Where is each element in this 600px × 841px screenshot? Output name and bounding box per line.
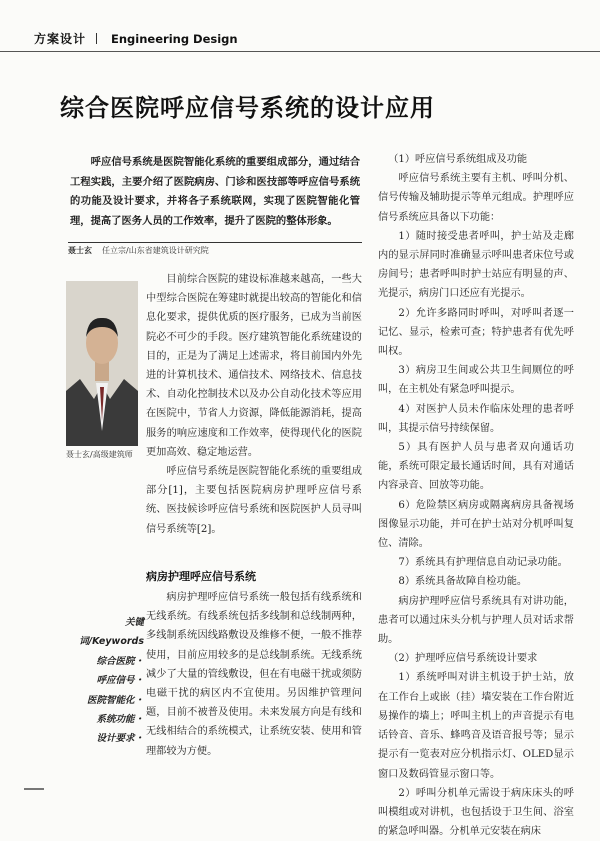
right-paragraph: 1）随时接受患者呼叫，护士站及走廊内的显示屏同时准确显示呼叫患者床位号或房间号；患者呼叫时护士站应有明显的声、光提示，病房门口还应有光提示。 — [378, 230, 574, 300]
keyword-item: 呼应信号・ — [96, 675, 144, 687]
author-line — [68, 245, 209, 256]
right-paragraph: 2）允许多路同时呼叫，对呼叫者逐一记忆、显示，检索可查；特护患者有优先呼叫权。 — [378, 307, 574, 358]
keywords-title: 关键词/Keywords — [79, 617, 144, 648]
keyword-item: 系统功能・ — [96, 714, 144, 726]
author-portrait-image — [66, 281, 138, 446]
section-separator — [96, 33, 97, 44]
right-paragraph: 呼应信号系统主要有主机、呼叫分机、信号传输及辅助提示等单元组成。护理呼应信号系统应具备以下功能： — [378, 173, 574, 223]
abstract — [70, 153, 360, 231]
header-rule — [0, 51, 600, 52]
keyword-item: 医院智能化・ — [86, 694, 144, 706]
intro-text — [146, 270, 362, 539]
section-paragraph: 病房护理呼应信号系统一般包括有线系统和无线系统。有线系统包括多线制和总线制两种，多线制系统因线路敷设及维修不便，一般不推荐使用，目前应用较多的是总线制系统。无线系统减少了大量的管线敷设，但在有电磁干扰或须防电磁干扰的病区内不宜使用。另因维护管理问题，目前不被普及使用。未来发展方向是有线和无线相结合的系统模式，让系统安装、使用和管理都较为方便。 — [146, 592, 362, 757]
section-heading: 病房护理呼应信号系统 — [146, 570, 256, 583]
section-text — [146, 588, 362, 761]
right-paragraph: 3）病房卫生间或公共卫生间厕位的呼叫，在主机处有紧急呼叫提示。 — [378, 365, 574, 396]
subsection-heading: （1）呼应信号系统组成及功能 — [388, 154, 528, 165]
article-title: 综合医院呼应信号系统的设计应用 — [60, 93, 435, 122]
right-paragraph: 5）具有医护人员与患者双向通话功能，系统可限定最长通话时间，具有对通话内容录音、回放等功能。 — [378, 442, 574, 492]
right-paragraph: 1）系统呼叫对讲主机设于护士站，放在工作台上或嵌（挂）墙安装在工作台附近易操作的墙上；呼叫主机上的声音提示有电话铃音、音乐、蜂鸣音及语音报号等；显示提示有一览表对应分机指示灯、OLED显示窗口及数码管显示窗口等。 — [378, 672, 574, 780]
page-corner-mark — [24, 788, 44, 790]
right-paragraph: 6）危险禁区病房或隔离病房具备视场图像显示功能，并可在护士站对分机呼叫复位、清除。 — [378, 499, 574, 550]
abstract-rule — [68, 242, 362, 243]
keywords-box — [70, 613, 144, 749]
abstract-text: 呼应信号系统是医院智能化系统的重要组成部分，通过结合工程实践，主要介绍了医院病房、门诊和医技部等呼应信号系统的功能及设计要求，并将各子系统联网，实现了医院智能化管理，提高了医务人员的工作效率，提升了医院的整体形象。 — [70, 156, 360, 227]
intro-paragraph: 呼应信号系统是医院智能化系统的重要组成部分[1]，主要包括医院病房护理呼应信号系统、医技候诊呼应信号系统和医院医护人员寻叫信号系统等[2]。 — [146, 466, 362, 535]
author-name: 聂士玄 — [68, 246, 92, 255]
photo-caption: 聂士玄/高级建筑师 — [66, 450, 133, 459]
section-label-cn: 方案设计 — [34, 32, 87, 46]
section-label — [34, 30, 238, 47]
right-paragraph: 8）系统具备故障自检功能。 — [398, 576, 528, 588]
right-paragraph: 4）对医护人员未作临床处理的患者呼叫，其提示信号持续保留。 — [378, 403, 574, 434]
intro-paragraph: 目前综合医院的建设标准越来越高，一些大中型综合医院在筹建时就提出较高的智能化和信息化要求，提供优质的医疗服务，已成为当前医院必不可少的手段。医疗建筑智能化系统建设的目的，正是为了满足上述需求，将目前国内外先进的计算机技术、通信技术、网络技术、信息技术、自动化控制技术以及办公自动化技术等应用在医院中，节省人力资源，降低能源消耗，提高服务的响应速度和工作效率，使得现代化的医院更加高效、稳定地运营。 — [146, 274, 362, 458]
author-photo — [66, 281, 138, 446]
right-column — [378, 150, 574, 841]
subsection-heading: （2）护理呼应信号系统设计要求 — [388, 653, 538, 665]
right-paragraph: 病房护理呼应信号系统具有对讲功能，患者可以通过床头分机与护理人员对话求帮助。 — [378, 595, 574, 646]
keyword-item: 设计要求・ — [96, 733, 144, 745]
keyword-item: 综合医院・ — [96, 655, 144, 667]
right-paragraph: 2）呼叫分机单元需设于病床床头的呼叫模组或对讲机，也包括设于卫生间、浴室的紧急呼叫器。分机单元安装在病床 — [378, 787, 574, 838]
section-label-en: Engineering Design — [111, 32, 238, 46]
author-affiliation: 任立宗/山东省建筑设计研究院 — [102, 246, 209, 255]
right-paragraph: 7）系统具有护理信息自动记录功能。 — [398, 557, 568, 569]
